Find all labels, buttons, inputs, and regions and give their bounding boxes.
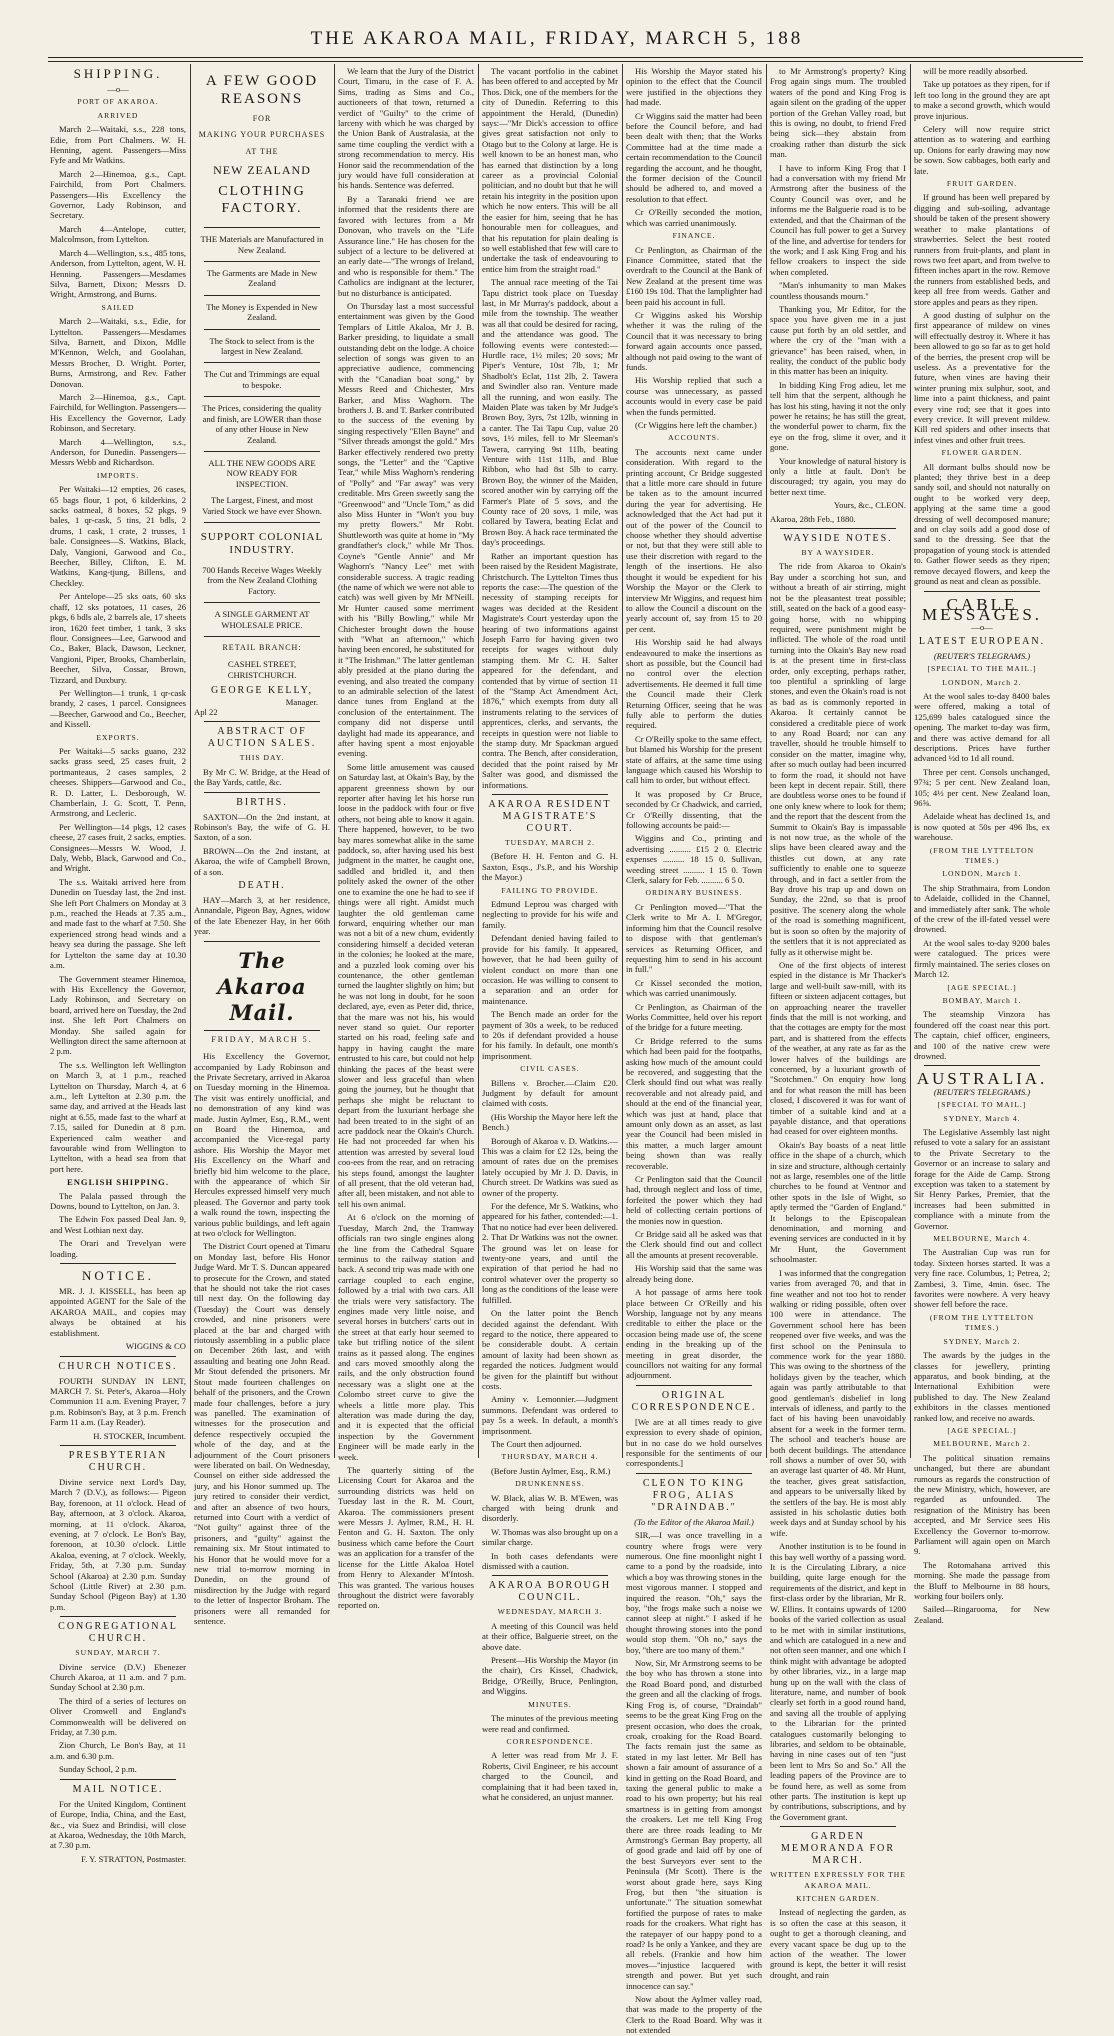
paragraph: Cr Penlington, as Chairman of the Finance Committee, stated that the overdraft to the Council at the Bank of New Zealand at the present time was £160 19s 10d. That the lamplighter had been paid his account in full. — [626, 244, 762, 307]
paragraph: At 6 o'clock on the morning of Tuesday, March 2nd, the Tramway officials ran two single engines along the line from the Cathedral Square terminus to the railway station and back. A second trip was made with one carriage coupled to each engine, followed by a trial with two cars. All the trials were very satisfactory. The engines made very little noise, and several horses in butchers' carts out in the street at that early hour seemed to take but trifling notice of the silent trains as it passed along. The engines and cars moved smoothly along the rails, and the only obstruction found necessary was a slight one at the Colombo street curve to give the wheels a little more play. This alteration was made during the day, and it is expected that the official inspection by the Government Engineer will be made early in the week. — [338, 1212, 474, 1462]
paragraph: March 2—Hinemoa, g.s., Capt. Fairchild, from Port Chalmers. Passengers—His Excellency the Governor, Lady Robinson, and Secretary. — [50, 168, 186, 221]
ad-title: A FEW GOOD REASONS — [205, 73, 319, 107]
paragraph: Wiggins and Co., printing and advertising .......... £15 2 0. Electric expenses .......... 18 15 0. Sullivan, weeding street .......... 1 15 0. Town Clerk, salary for Feb. .......... 6 5 0. — [626, 833, 762, 886]
subheading: SYDNEY, March 2. — [943, 1336, 1021, 1346]
subheading: EXPORTS. — [96, 732, 140, 742]
paragraph: A good dusting of sulphur on the first appearance of mildew on vines will effectually destroy it. Where it has been allowed to go so far as to get hold of the berries, the present crop will be useless. As a preventative for the future, when vines are having their winter pruning mix sulphur, soot, and lime into a paint thickness, and paint every vine rod; see that it goes into every crevice. It will prevent mildew. Kill red spiders and other insects that infest vines and other fruit trees. — [914, 309, 1050, 445]
ad-block — [194, 659, 330, 680]
paragraph: (His Worship the Mayor here left the Bench.) — [482, 1111, 618, 1133]
paragraph: (Before Justin Aylmer, Esq., R.M.) — [491, 1465, 611, 1476]
paragraph: The Australian Cup was run for today. Sixteen horses started. It was a very fine race. Columbus, 1; Petrea, 2; Zambesi, 3. Time, 4min. 6sec. The favorites were nowhere. A very heavy shower fell before the race. — [914, 1247, 1050, 1310]
signature: H. STOCKER, Incumbent. — [93, 1430, 186, 1441]
paragraph: Cr Wiggins asked his Worship whether it was the ruling of the Council that it was necessary to bring forward again accounts once passed, although not paid owing to the want of funds. — [626, 309, 762, 372]
ad-block — [194, 697, 330, 707]
paragraph: "Man's inhumanity to man Makes countless thousands mourn." — [770, 280, 906, 301]
section-rule — [204, 329, 320, 330]
paragraph: W. Black, alias W. B. M'Ewen, was charged with being drunk and disorderly. — [482, 1492, 618, 1524]
paragraph: The quarterly sitting of the Licensing Court for Akaroa and the surrounding districts was held on Tuesday last in the R. M. Court, Akaroa. The commissioners present were Messrs J. Aylmer, R.M., H. H. Fenton and G. H. Saxton. The only business which came before the Court was an application for a transfer of the license for the Little Akaloa Hotel from Henry to Alexander M'Intosh. This was granted. The various houses throughout the district were favorably reported on. — [338, 1465, 474, 1611]
paragraph: Take up potatoes as they ripen, for if left too long in the ground they are apt to make a second growth, which would prove injurious. — [914, 79, 1050, 121]
ad-manager-title: Manager. — [285, 696, 318, 707]
paragraph: The s.s. Waitaki arrived here from Dunedin on Tuesday last, the 2nd inst. She left Port Chalmers on Monday at 3 p.m., reached the Heads at 7.35 a.m., and made fast to the wharf at 7.50. She experienced strong head winds and a heavy sea during the passage. She left for Lyttelton the same day at 10.30 a.m. — [50, 876, 186, 971]
subheading: ORDINARY BUSINESS. — [645, 888, 743, 898]
paragraph: In both cases defendants were dismissed with a caution. — [482, 1550, 618, 1572]
column-2 — [194, 66, 330, 1627]
subheading: SAILED — [101, 302, 135, 312]
paragraph: The awards by the judges in the classes for jewellery, printing apparatus, and book binding, at the International Exhibition were published to day. The New Zealand exhibitors in the classes mentioned ranked low, and receive no awards. — [914, 1350, 1050, 1423]
paragraph: Per Waitaki—12 empties, 26 cases, 65 bags flour, 1 pot, 6 kilderkins, 2 sacks oatmeal, 8 boxes, 52 pkgs, 9 bales, 1 qr-cask, 5 tins, 21 bdls, 2 drums, 1 cask, 1 crate, 2 trusses, 1 bale. Consignees—S. Watkins, Black, Daly, Vangioni, Garwood and Co., Beecher, Billey, Clifton, E. M. Watkins, Kang-tjung, Billens, and Checkley. — [50, 484, 186, 588]
paragraph: The political situation remains unchanged, but there are abundant rumours as regards the construction of the new Ministry, which, however, are regarded as unfounded. The resignation of the Ministry has been accepted, and Mr Service sees His Excellency the Governor to-morrow. Parliament will again open on March 9. — [914, 1452, 1050, 1557]
ad-block — [194, 268, 330, 289]
ad-line: The Stock to select from is the largest in New Zealand. — [209, 335, 315, 357]
paragraph: Cr Penlington said that the Council had, through neglect and loss of time, forfeited the power which they had held of collecting certain portions of the monies now in question. — [626, 1174, 762, 1226]
section-rule — [492, 794, 608, 795]
paragraph: The Rotomahana arrived this morning. She made the passage from the Bluff to Melbourne in 88 hours, working four boilers only. — [914, 1559, 1050, 1602]
paragraph: FOURTH SUNDAY IN LENT, MARCH 7. St. Peter's, Akaroa—Holy Communion 11 a.m. Evening Prayer, 7 p.m. Robinson's Bay, at 3 p.m. French Farm 11 a.m. (Lay Reader). — [50, 1375, 186, 1428]
paragraph: At the wool sales to-day 9200 bales were catalogued. The prices were firmly maintained. The series closes on March 12. — [914, 937, 1050, 980]
column-rule — [622, 64, 623, 1458]
section-rule — [204, 451, 320, 452]
ad-block — [194, 531, 330, 557]
paragraph: The Legislative Assembly last night refused to vote a salary for an assistant to the Private Secretary to the Governor or an increase to salary and forage for the Aide de Camp. Strong exception was taken to a statement by Sir Henry Parkes, Premier, that the increases had been submitted in compliance with a minute from the Governor. — [914, 1126, 1050, 1231]
subheading: IMPORTS. — [96, 470, 140, 480]
subheading: CIVIL CASES. — [520, 1064, 580, 1074]
dateline-text: Apl 22 — [194, 707, 218, 717]
masthead-rule — [48, 57, 1083, 58]
subheading: LONDON, March 1. — [942, 869, 1022, 879]
ad-line: The Money is Expended in New Zealand. — [206, 301, 318, 323]
masthead: THE AKAROA MAIL, FRIDAY, MARCH 5, 188 — [310, 28, 804, 49]
ad-line: ALL THE NEW GOODS ARE NOW READY FOR INSPECTION. — [208, 457, 316, 489]
paragraph: BROWN—On the 2nd instant, at Akaroa, the wife of Campbell Brown, of a son. — [194, 845, 330, 877]
ad-line: The Garments are Made in New Zealand — [206, 268, 318, 289]
paragraph: [We are at all times ready to give expression to every shade of opinion, but in no case do we hold ourselves responsible for the sentiments of our correspondents.] — [626, 1416, 762, 1469]
paragraph: I have to inform King Frog that I had a conversation with my friend Mr Armstrong after the business of the County Council was over, and he informs me the Balguerie road is to be extended, and that the Chairman of the Council has full power to get a Survey of the line, and advertise for tenders for the work; and I ask King Frog and his fellow croakers to inspect the side when completed. — [770, 162, 907, 277]
paragraph: The ride from Akaroa to Okain's Bay under a scorching hot sun, and without a breath of air stirring, might not be the pleasantest treat possible; still, seated on the back of a good easy-going horse, with no whipping required, were punishment might be inflicted. The whole of the road until turning into the Okain's Bay new road is at the present time in first-class order, only excepting, perhaps rather, too plentiful a sprinkling of large stones, and even the Okain's road is not as bad as is commonly reported in Akaroa. It certainly cannot be considered a creditable piece of work to any Road Board; nor can any traveller, should he trouble himself to consider on the matter, imagine why, after so much outlay had been incurred to form the road, it should not have been kept in decent repair. Still, there are doubtless worse ones to be found if one only knew where to look for them; and the report that the descent from the Summit to Okain's Bay is impassable is not now true, as the whole of the slips have been cleared away and the thistles cut down, at any rate sufficiently to enable one to squeeze through, and in fact a settler from the Bay drove his trap up and down on Sunday, the 22nd, so that is proof positive. The scenery along the whole of the road is something magnificent, but is soon so often by the majority of the settlers that it is not appreciated as fully as it otherwise might be. — [770, 561, 906, 957]
section-rule — [204, 792, 320, 793]
paragraph: Rather an important question has been raised by the Resident Magistrate, Christchurch. The Lyttelton Times thus reports the case:—The question of the necessity of stamping receipts for wages was decided at the Resident Magistrate's Court yesterday upon the hearing of two informations against Joseph Farro for having given two receipts for wages without duly stamping them. Mr C. H. Salter appeared for the defendant, and contended that by virtue of section 11 of the "Stamp Act Amendment Act, 1876," which exempts from duty all instruments relating to the services of apprentices, clerks, and servants, the receipts in question were not liable to the stamp duty. Mr Spackman argued contra. The Bench, after consideration, decided that the point raised by Mr Salter was good, and dismissed the informations. — [482, 550, 618, 790]
ad-manager-name: GEORGE KELLY, — [210, 685, 314, 697]
subheading: TUESDAY, MARCH 2. — [505, 838, 595, 848]
heading: AKAROA RESIDENT MAGISTRATE'S COURT. — [488, 799, 612, 835]
paragraph: HAY—March 3, at her residence, Annandale, Pigeon Bay, Agnes, widow of the late Ebenezer Hay, in her 66th year. — [194, 895, 330, 937]
section-rule — [924, 1065, 1040, 1066]
paragraph: Present—His Worship the Mayor (in the chair), Crs Kissel, Chadwick, Bridge, O'Reilly, Bruce, Penlington, and Wiggins. — [482, 1655, 618, 1697]
paragraph: The accounts next came under consideration. With regard to the printing account, Cr Bridge suggested that a little more care should in future be taken as to the amount incurred during the year for advertising. He acknowledged that the Act had put it out of the power of the Council to choose whether they should advertise or not, but that they were still able to use their discretion with regard to the length of the insertions. He also thought it would be expedient for his Worship the Mayor or the Clerk to interview Mr Wiggins, and request him to allow the Council a discount on the yearly account of, say from 15 to 20 per cent. — [626, 446, 762, 634]
subheading: DRUNKENNESS. — [515, 1479, 585, 1489]
paragraph: The annual race meeting of the Tai Tapu district took place on Tuesday last, in Mr Murray's paddock, about a mile from the township. The weather was all that could be desired for racing, and the attendance was good. The following events were contested:—Hurdle race, 1½ miles; 20 sovs; Mr Piper's Venture, 10st 7lb, 1; Mr Shadbolt's Eclat, 11st 2lb, 2. Tawera and Swindler also ran. Venture made all the running, and won easily. The Maiden Plate was taken by Mr Judge's Brown Boy, 3yrs, 7st 12lb, winning in a canter. The Tai Tapu Cup, value 20 sovs, 1½ miles, fell to Mr Sleeman's Tawera, carrying 9st 11lb, beating Venture with 11st 11lb, and Blue Ribbon, who had 8st 5lb to carry. Brown Boy, the winner of the Maiden, scored another win by carrying off the Farmer's Plate of 5 sovs, and the County race of 20 sovs, 1 mile, was collared by Tawera, beating Eclat and Brown Boy. A hack race terminated the day's proceedings. — [482, 277, 618, 548]
section-rule — [204, 522, 320, 523]
paragraph: Cr O'Reilly spoke to the same effect, but blamed his Worship for the present state of affairs, at the same time using language which caused his Worship to call him to order, but without effect. — [626, 733, 762, 786]
section-rule — [204, 261, 320, 262]
subheading: [AGE SPECIAL.] — [947, 1425, 1017, 1435]
subheading: (FROM THE LYTTELTON TIMES.) — [929, 1312, 1035, 1333]
ad-line: The Prices, considering the quality and finish, are LOWER than those of any other House in New Zealand. — [202, 403, 322, 445]
ad-line: A SINGLE GARMENT AT WHOLESALE PRICE. — [214, 609, 310, 630]
paragraph: The Orari and Trevelyan were loading. — [50, 1238, 186, 1259]
subheading: BOMBAY, March 1. — [942, 995, 1022, 1005]
subheading: [SPECIAL TO THE MAIL.] — [927, 664, 1037, 674]
section-rule — [204, 295, 320, 296]
paragraph: SAXTON—On the 2nd instant, at Robinson's Bay, the wife of G. H. Saxton, of a son. — [194, 811, 330, 843]
paragraph: will be more readily absorbed. — [923, 66, 1028, 76]
section-rule — [60, 1356, 176, 1357]
section-rule — [60, 1616, 176, 1617]
paragraph: SIR,—I was once travelling in a country where frogs were very numerous. One fine moonlight night I came to a pond by the roadside, into which a boy was throwing stones in the most vigorous manner. I stopped and inquired the reason. "Oh," says the boy, "the frogs make such a noise we cannot sleep at night." I asked if he thought throwing stones into the pond would stop them. "Oh no," says the boy, "there are too many of them." — [626, 1530, 762, 1655]
paragraph: If ground has been well prepared by digging and sub-soiling, advantage should be taken of the present showery weather to make plantations of strawberries. Select the best rooted runners from fruit-plants, and plant in rows two feet apart, and from twelve to fifteen inches apart in the row. Remove the runners from established beds, and keep all free from weeds. Gather and store apples and pears as they ripen. — [914, 192, 1050, 307]
ad-block — [194, 609, 330, 630]
heading: PRESBYTERIAN CHURCH. — [68, 1449, 168, 1473]
paragraph: Per Wellington—1 trunk, 1 qr-cask brandy, 2 cases, 1 parcel. Consignees—Beecher, Garwood and Co., Beecher, and Kissell. — [50, 687, 186, 730]
ad-block — [194, 565, 330, 596]
paragraph: A hot passage of arms here took place between Cr O'Reilly and his Worship, language not by any means creditable to either the place or the occasion being made use of, the scene ending in the breaking up of the meeting in great disorder, the councillors not waiting for any formal adjournment. — [626, 1287, 762, 1381]
subheading: LONDON, March 2. — [942, 677, 1022, 687]
ad-block — [194, 234, 330, 255]
section-rule — [60, 1445, 176, 1446]
paragraph: Defendant denied having failed to provide for his family. It appeared, however, that he had been guilty of violent conduct on more than one occasion. He was willing to consent to a separation and an order for maintenance. — [482, 933, 618, 1006]
paragraph: (Cr Wiggins here left the chamber.) — [635, 420, 757, 430]
signature: Yours, &c., CLEON. — [833, 500, 906, 511]
paragraph: Adelaide wheat has declined 1s, and is now quoted at 50s per 496 lbs, ex warehouse. — [914, 811, 1050, 843]
section-title: CABLE MESSAGES. — [921, 594, 1043, 624]
signature: F. Y. STRATTON, Postmaster. — [81, 1853, 186, 1864]
paragraph: March 4—Wellington, s.s., Anderson, for Dunedin. Passengers—Messrs Webb and Richardson. — [50, 436, 186, 468]
column-5 — [626, 66, 762, 2036]
ad-line: THE Materials are Manufactured in New Zealand. — [200, 234, 324, 255]
paragraph: Celery will now require strict attention as to watering and earthing up. Onions for early drawing may now be sown. Sow cabbages, both early and late. — [914, 124, 1050, 176]
column-rule — [190, 64, 191, 1458]
ad-line: The Cut and Trimmings are equal to bespoke. — [204, 369, 320, 390]
subheading: (FROM THE LYTTELTON TIMES.) — [929, 845, 1035, 866]
ad-block — [194, 403, 330, 445]
section-rule — [60, 1779, 176, 1780]
column-1 — [50, 66, 186, 1864]
subheading: FINANCE. — [672, 231, 716, 241]
ad-block — [194, 114, 330, 124]
paragraph: Cr Bridge referred to the sums which had been paid for the footpaths, asking how much of the amount could be recovered, and suggesting that the Clerk should find out what was really recoverable and not already paid, and should at the end of the financial year, which was just at hand, place that amount only down as an asset, as last year the Council had been misled in this matter, a much larger amount being shown than was really recoverable. — [626, 1035, 762, 1171]
paragraph: Cr Wiggins said the matter had been before the Council before, and had been dealt with then; that the Works Committee had at the time made a certain recommendation to the Council regarding the account, and he thought, the former decision of the Council should be adhered to, and moved a resolution to that effect. — [626, 110, 762, 204]
column-6 — [770, 66, 907, 1980]
subheading: (REUTER'S TELEGRAMS.) — [933, 650, 1031, 661]
section-rule — [636, 1385, 752, 1386]
ad-title: NEW ZEALAND — [213, 163, 311, 178]
subheading: MELBOURNE, March 4. — [933, 1234, 1031, 1244]
subheading: [SPECIAL TO MAIL.] — [937, 1100, 1027, 1110]
section-rule — [204, 396, 320, 397]
paragraph: Zion Church, Le Bon's Bay, at 11 a.m. and 6.30 p.m. — [50, 1740, 186, 1761]
heading: LATEST EUROPEAN. — [918, 635, 1046, 647]
paragraph: The steamship Vinzora has foundered off the coast near this port. The captain, chief officer, engineers, and 100 of the native crew were drowned. — [914, 1009, 1050, 1061]
heading: AKAROA BOROUGH COUNCIL. — [488, 1580, 612, 1604]
dateline: FRIDAY, MARCH 5. — [211, 1034, 313, 1044]
paragraph: By Mr C. W. Bridge, at the Head of the Bay Yards, cattle, &c. — [194, 766, 330, 788]
paragraph: Divine service next Lord's Day, March 7 (D.V.), as follows:— Pigeon Bay, forenoon, at 11 o'clock. Head of Bay, afternoon, at 3 o'clock. Akaroa, morning, at 11 o'clock. Akaroa, evening, at 7 o'clock. Le Bon's Bay, forenoon, at 10.30 o'clock. Little Akaloa, evening, at 7 o'clock. Weekly, Friday, 5th, at 7.30 p.m. Sunday School (Akaroa) at 2.30 p.m. Sunday School (Little River) at 2.30 p.m. Sunday School (Pigeon Bay) at 1.30 p.m. — [50, 1476, 186, 1612]
paragraph: His Worship the Mayor stated his opinion to the effect that the Council were justified in the objections they had made. — [626, 66, 762, 108]
paragraph: All dormant bulbs should now be planted; they thrive best in a deep sandy soil, and should not naturally on ought to be worked very deep, applying at the same time a good dressing of well decomposed manure; and on clay soils add a good dose of sand to the dressing. See that the propagation of young stock is attended to. Gather flower seeds as they ripen; remove decayed flowers, and keep the ground as neat and clean as possible. — [914, 461, 1050, 587]
paragraph: The vacant portfolio in the cabinet has been offered to and accepted by Mr Thos. Dick, one of the members for the city of Dunedin. Referring to this appointment the Herald, (Dunedin) says:—"Mr Dick's accession to office gives great satisfaction not only to Otago but to the Colony at large. He is well known to be an honest man, who has earned that distinction by a long career as a provincial Colonial politician, and no doubt but that he will retain his integrity in the position upon which he now enters. This will be all the easier for him, seeing that he has honourable men for colleagues, and that his reputation for plain dealing is so well established that few will care to undertake the task of endeavouring to entice him from the straight road." — [482, 66, 618, 274]
subheading: FAILING TO PROVIDE. — [501, 885, 599, 895]
ad-block — [194, 369, 330, 390]
paragraph: The third of a series of lectures on Oliver Cromwell and England's Commonwealth will be delivered on Friday, at 7.30 p.m. — [50, 1695, 186, 1738]
ad-line: 700 Hands Receive Wages Weekly from the New Zealand Clothing Factory. — [202, 564, 322, 596]
heading: SHIPPING. — [73, 66, 163, 81]
paragraph: Divine service (D.V.) Ebenezer Church Akaroa, at 11 a.m. and 7 p.m. Sunday School at 2.30 p.m. — [50, 1661, 186, 1693]
paragraph: The Bench made an order for the payment of 30s a week, to be reduced to 20s if defendant provided a house for his family. In default, one month's imprisonment. — [482, 1009, 618, 1061]
paragraph: March 2—Waitaki, s.s., 228 tons, Edie, from Port Chalmers. W. H. Henning, agent. Passengers—Miss Fyfe and Mr Watkins. — [50, 124, 186, 166]
section-rule — [204, 227, 320, 228]
subheading: WEDNESDAY, MARCH 3. — [497, 1607, 603, 1617]
paragraph: Cr Kissel seconded the motion, which was carried unanimously. — [626, 977, 762, 999]
paragraph: March 2—Hinemoa, g.s., Capt. Fairchild, for Wellington. Passengers—His Excellency the Governor, Lady Robinson, and Secretary. — [50, 391, 186, 434]
paragraph: Instead of neglecting the garden, as is so often the case at this season, it ought to get a thorough cleaning, and every vacant space be dug up to the action of the weather. The lower ground is kept, the better it will resist drought, and rain — [770, 1907, 906, 1980]
paragraph: For the United Kingdom, Continent of Europe, India, China, and the East, &c., via Suez and Brindisi, will close at Akaroa, Wednesday, the 10th March, at 7.30 p.m. — [50, 1798, 186, 1851]
paragraph: It was proposed by Cr Bruce, seconded by Cr Chadwick, and carried, Cr O'Reilly dissenting, that the following accounts be paid:— — [626, 788, 762, 831]
paragraph: The Palala passed through the Downs, bound to Lyttelton, on Jan. 3. — [50, 1190, 186, 1212]
paragraph: W. Thomas was also brought up on a similar charge. — [482, 1526, 618, 1548]
heading: ABSTRACT OF AUCTION SALES. — [207, 726, 317, 750]
ad-block — [194, 495, 330, 516]
heading: ENGLISH SHIPPING. — [66, 1177, 169, 1188]
paragraph: Okain's Bay boasts of a neat little office in the shape of a church, which in size and structure, although certainly not as large, resembles one of the little churches to be found at Ventnor and other spots in the Isle of Wight, so aptly termed the "Garden of England." It belongs to the Episcopalean denomination, and morning and evening services are conducted in it by Mr Hunt, the Government schoolmaster. — [770, 1139, 906, 1265]
ad-block — [194, 458, 330, 489]
heading: ORIGINAL CORRESPONDENCE. — [631, 1389, 757, 1413]
ad-block — [194, 643, 330, 653]
paragraph: On the latter point the Bench decided against the defendant. With regard to the notice, there appeared to be considerable doubt. A certain amount of laxity had been shown as regarded the notices. Judgment would be given for the plaintiff but without costs. — [482, 1308, 618, 1391]
paragraph: Per Waitaki—5 sacks guano, 232 sacks grass seed, 25 cases fruit, 2 portmanteaus, 2 cases samples, 2 cheeses. Shippers—Garwood and Co., R. D. Latter, L. Desborough, W. Chamberlain, J. G. Scott, T. Penn, Armstrong, and Lecleric. — [50, 745, 186, 819]
subheading: KITCHEN GARDEN. — [796, 1894, 880, 1904]
paragraph: Cr Bridge said all he asked was that the Clerk should find out and collect all the amounts at present recoverable. — [626, 1229, 762, 1260]
section-rule — [636, 1473, 752, 1474]
subheading: WRITTEN EXPRESSLY FOR THE AKAROA MAIL. — [770, 1870, 906, 1890]
paragraph: Sailed—Ringarooma, for New Zealand. — [914, 1604, 1050, 1625]
paragraph: to Mr Armstrong's property? King Frog again sings mum. The troubled waters of the pond and King Frog is again silent on the grading of the upper portion of the Grehan Valley road, but this is owing, no doubt, to friend Fred being sick—they abstain from croaking rather than disturb the sick man. — [770, 66, 906, 160]
newspaper-flag: The Akaroa Mail. — [217, 947, 307, 1025]
ad-line: The Largest, Finest, and most Varied Stock we have ever Shown. — [202, 495, 322, 516]
paragraph: Cr Penlington, as Chairman of the Works Committee, held over his report of the bridge for a future meeting. — [626, 1001, 762, 1033]
ad-text: FOR — [252, 114, 272, 123]
heading: CHURCH NOTICES. — [58, 1360, 178, 1372]
paragraph: Three per cent. Consols unchanged, 97¾; 5 per cent. New Zealand loan, 105; 4½ per cent. New Zealand loan, 96⅝. — [914, 766, 1050, 808]
column-rule — [334, 64, 335, 1458]
ad-line: CASHEL STREET, CHRISTCHURCH. — [227, 659, 297, 680]
paragraph: March 4—Antelope, cutter, Malcolmson, from Lyttelton. — [50, 223, 186, 245]
paragraph: The District Court opened at Timaru on Monday last, before His Honor Judge Ward. Mr T. S. Duncan appeared to prosecute for the Crown, and stated that he should not take the riot cases till next day. On the following day (Tuesday) the Court was densely crowded, and nine prisoners were placed at the bar and charged with riotously assembling in a public place on December 26th last, and with assaulting and beating one John Read. Mr Stout defended the prisoners. Mr Stout made fourteen challenges on behalf of the prisoners, and the Crown made four challenges, before a jury was panelled. The examination of witnesses for the prosecution and defence respectively occupied the whole of the day, and at the adjournment of the Court prisoners were liberated on bail. On Wednesday, Counsel on either side addressed the jury, and his Honor summed up. The jury retired to consider their verdict, and after an absence of two hours, returned into Court with a verdict of "Not guilty" against three of the prisoners, and "guilty" against the remaining six. Mr Stout intimated to his Honor that he would move for a new trial to-morrow morning in Dunedin, on the ground of misdirection by the Judge with regard to the letter of Inspector Broham. The prisoners were all remanded for sentence. — [194, 1241, 330, 1627]
paragraph: Now about the Aylmer valley road, that was made to the property of the Clerk to the Road Board. Why was it not extended — [626, 1994, 762, 2036]
paragraph: Now, Sir, Mr Armstrong seems to be the boy who has thrown a stone into the Road Board pond, and disturbed the green and all the clacking of frogs. King Frog is, of course, "Draindab" seems to be the great King Frog on the present occasion, who does the croak, croak, croaking for the Road Board. The facts remain just the same as stated in my last letter. Mr Bell has shown a fair amount of assurance of a kind in getting on the Road Board, and taxing the general public to make a road to his own property; but his real smartness is in getting from amongst the croakers. Let me tell King Frog there are three roads leading to Mr Armstrong's German Bay property, all of good grade and laid off by one of the best Surveyors ever sent to the Peninsula (Mr Scott). There is the worst about grade here, says King Frog, but then "the situation is unfortunate." The situation somewhat fortified the purpose of rates to make roads for the croakers. What right has the ratepayer of our happy pond to a road? Is he only a Yankee, and they are all rebels. (Frankie and how him moves—"injustice lacquered with strength and power. But yet such innocence can say." — [626, 1658, 762, 1991]
subheading: THURSDAY, MARCH 4. — [501, 1452, 599, 1462]
paragraph: His Worship replied that such a course was unnecessary, as passed accounts would in every case be paid when the funds permitted. — [626, 375, 762, 417]
ad-block — [194, 336, 330, 357]
paragraph: Per Wellington—14 pkgs, 12 cases cheese, 27 cases fruit, 2 sacks, empties. Consignees—Messrs W. Wood, J. Daly, Webb, Black, Garwood and Co., and Wright. — [50, 821, 186, 874]
paragraph: By a Taranaki friend we are informed that the residents there are favored with lectures from a Mr Donovan, who travels on the "Life Assurance line." He has chosen for the subject of a lecture to be delivered at an early date—"The wrongs of Ireland, and who is responsible for them." The Catholics are indignant at the lecturer, but no disturbance is anticipated. — [338, 193, 474, 298]
paragraph: March 4—Wellington, s.s., 485 tons, Anderson, from Lyttelton, agent, W. H. Henning. Passengers—Mesdames Silva, Barnett, Dixon; Messrs D. Wright, Armstrong, and Burns. — [50, 247, 186, 300]
paragraph: His Excellency the Governor, accompanied by Lady Robinson and the Private Secretary, arrived in Akaroa on Tuesday morning in the Hinemoa. The visit was entirely unofficial, and no demonstration of any kind was made. Justin Aylmer, Esq., R.M., went on Board the Hinemoa, and accompanied the Vice-regal party ashore. His Worship the Mayor met His Excellency on the Wharf and briefly bid him welcome to the place, with the appearance of which Sir Hercules expressed himself very much pleased. The Governor and party took a walk round the town, inspecting the various public buildings, and left again at two o'clock for Wellington. — [194, 1051, 330, 1238]
section-rule — [204, 602, 320, 603]
paragraph: The minutes of the previous meeting were read and confirmed. — [482, 1713, 618, 1734]
subheading: [AGE SPECIAL.] — [947, 982, 1017, 992]
paragraph: Per Antelope—25 sks oats, 60 sks chaff, 12 sks potatoes, 11 cases, 26 pkgs, 6 bdls ale, 2 barrels ale, 17 sheets iron, 1620 feet timber, 1 tank, 3 sks flour. Consignees—Lee, Garwood and Co., Baker, Black, Dawson, Leckner, Vangioni, Piper, Brooks, Chamberlain, Beecher, Silva, Cossar, Brown, Tizzard, and Duxbury. — [50, 591, 186, 685]
subheading: ACCOUNTS. — [668, 433, 720, 443]
paragraph: The Government steamer Hinemoa, with His Excellency the Governor, Lady Robinson, and Secretary on board, arrived here on Tuesday, the 2nd inst. She left Port Chalmers on Monday. She sailed again for Wellington direct the same afternoon at 2 p.m. — [50, 973, 186, 1057]
paragraph: His Worship said that the same was already being done. — [626, 1263, 762, 1284]
column-3 — [338, 66, 475, 1611]
section-rule — [204, 362, 320, 363]
section-rule — [60, 1263, 176, 1264]
paragraph: Your knowledge of natural history is only a little at fault. Don't be discouraged; try again, you may do better next time. — [770, 455, 906, 497]
paragraph: His Worship said he had always endeavoured to make the insertions as short as possible, but the Council had no control over the election advertisements. He deemed it full time the Council made their Clerk Returning Officer, seeing that he was fully able to perform the duties required. — [626, 637, 762, 731]
paragraph: Cr Penlington moved—"That the Clerk write to Mr A. I. M'Gregor, informing him that the Council resolve to dispose with that gentleman's services as Returning Officer, and requesting him to send in his account in full." — [626, 901, 762, 975]
paragraph: Another institution is to be found in this bay well worthy of a passing word. It is the Circulating Library, a nice building, quite large enough for the requirements of the district, and kept in first-class order by the librarian, Mr R. W. Ellins. It contains upwards of 1200 books of the varied collection as usual to be met with in similar institutions, and which are catalogued in a new and not often seen manner, and one which I think might with advantage be adopted by other libraries, viz., in a large map hung up on the wall with the class of literature, name, and number of book clearly set forth in a good round hand, and saving all the trouble of applying to the Librarian for the printed catalogues customarily belonging to libraries, and seldom to be obtainable, having in nine cases out of ten "just been lent to Mrs So and So." All the leading papers of the Province are to be found here, as well as some from other parts. The institution is kept up by contributions, subscriptions, and by the Government grant. — [770, 1541, 906, 1822]
signature: WIGGINS & CO — [125, 1341, 186, 1352]
paragraph: A meeting of this Council was held at their office, Balguerie street, on the above date. — [482, 1620, 618, 1652]
ad-block — [194, 183, 330, 217]
dateline-text: Akaroa, 28th Feb., 1880. — [770, 513, 856, 524]
subheading: THIS DAY. — [239, 753, 285, 763]
paragraph: Borough of Akaroa v. D. Watkins.—This was a claim for £2 12s, being the amount of rates due on the premises lately occupied by Mr J. D. Davis, in Church street. Dr Watkins was sued as owner of the property. — [482, 1135, 618, 1198]
heading: CLEON TO KING FROG, ALIAS "DRAINDAB." — [642, 1477, 746, 1513]
paragraph: One of the first objects of interest espied in the distance is Mr Thacker's large and well-built saw-mill, with its fifteen or sixteen adjacent cottages, but on approaching nearer the traveller finds that the mill is not working, and that the cottages are empty for the most part, and is shattered from the effects of the weather, at any rate as far as the lower halves of the buildings are concerned, by a luxuriant growth of "Scotchmen." On enquiry how long and for what reason the mill has been closed, I discovered it was for want of timber of a suitable kind and at a payable distance, and that operations had ceased for over eighteen months. — [770, 959, 906, 1137]
paragraph: Cr O'Reilly seconded the motion, which was carried unanimously. — [626, 207, 762, 228]
ad-block — [194, 147, 330, 157]
paragraph: The s.s. Wellington left Wellington on March 3, at 1 p.m., reached Lyttelton on Thursday, March 4, at 6 a.m., left Lyttelton at 2.30 p.m. the same day, and arrived at the Heads last night at 6.55, made fast to the wharf at 7.15, sailed for Dunedin at 8 p.m. Experienced calm weather and favourable wind from Wellington to Lyttelton, with a head sea from that port here. — [50, 1059, 186, 1174]
paragraph: Some little amusement was caused on Saturday last, at Okain's Bay, by the apparent greenness shown by our reporter after having let his horse run loose in the paddock with four or five others, not being able to know it again. There happened, however, to be two bay mares somewhat alike in the same paddock, so, after having used his best judgment in the matter, he caught one, saddled and bridled it, and then politely asked the owner of the other one to examine the one he had to see if things were all right. Amidst much laughter the old gentleman came forward, enquiring whether our man was not a bit of a new chum, evidently considering himself a decided veteran in the colonies; he looked at the mare, and a puzzled look coming over his countenance, the other gentleman turned the laughter slightly on him; but he was not long in doubt, for he soon declared, aye, even as Peter did, thrice, that the mare was not his, his would never stand so quiet. Our reporter started on his road, feeling safe and happy in having caught the mare entrusted to his care, but could not help thinking the paces of the beast were slower and less graceful than when going the journey, but he thought that perhaps she might be reluctant to depart from the luxuriant herbage she had been treated to in the sight of an acre paddock near the Okain's Church. He had not proceeded far when his attention was arrested by several loud coo-ees from the rear, and on retracing his steps found, amongst the laughter of all present, that the old veteran had, after all, been mistaken, and not able to tell his own animal. — [338, 761, 474, 1209]
paragraph: On Thursday last a most successful entertainment was given by the Good Templars of Little Akaloa, Mr J. B. Barker presiding, to liquidate a small outstanding debt on the lodge. A choice selection of songs was given to an appreciative audience, commencing with the "Canadian boat song," by Messrs Reed and Chichester, Mrs Barker, and Miss Waghorn. The brothers J. B. and T. Barker contributed to the success of the evening by singing respectively "Ellen Bayne" and "Silver threads amongst the gold." Mrs Barker effectively rendered two pretty songs, the "Letter" and the "Captive Tear," while Miss Waghorn's rendering of "Polly" and "Far away" was very creditable. Mrs Green sweetly sang the "Greenwood" and "Uncle Tom," as did also Miss Hunter in "Won't you buy my pretty flowers." Mr Robt. Shuttleworth was quite at home in "My grandfather's clock," while Mr Thos. Coyne's "Gentle Annie" and Mr Waghorn's "Nancy Lee" met with considerable success. A tragic reading (the name of which we were not able to catch) was well given by Mr M'Neill. Mr Hunter caused some merriment with his "Billy Bowling," while Mr Chichester brought down the house with "What an afternoon," which having been encored, he substituted for it "The Irishman." The latter gentleman ably presided at the piano during the evening, and also treated the company to an admirable selection of the latest dance tunes from England at the conclusion of the entertainment. The company did not disperse until daylight had made its appearance, and after having spent a most enjoyable evening. — [338, 300, 475, 759]
heading: DEATH. — [238, 880, 286, 892]
subheading: (REUTER'S TELEGRAMS.) — [933, 1086, 1031, 1097]
section-rule — [204, 721, 320, 722]
paragraph: Aminy v. Lemonnier.—Judgment summons. Defendant was ordered to pay 5s a week. In default, a month's imprisonment. — [482, 1394, 618, 1436]
section-title: AUSTRALIA. — [916, 1069, 1048, 1089]
ad-title: CLOTHING FACTORY. — [218, 184, 306, 217]
subheading: MELBOURNE, March 2. — [933, 1439, 1031, 1449]
subheading: SYDNEY, March 4. — [943, 1113, 1021, 1123]
paragraph: Thanking you, Mr Editor, for the space you have given me in a just cause put forth by an old settler, and where the cry of the "man with a grievance" has been raised, when, in reality, the conduct of the public body in this matter has been an iniquity. — [770, 303, 906, 377]
paragraph: Sunday School, 2 p.m. — [59, 1764, 137, 1775]
subheading: FRUIT GARDEN. — [946, 179, 1018, 189]
section-rule — [780, 528, 896, 529]
subheading: CORRESPONDENCE. — [506, 1736, 594, 1746]
paragraph: A letter was read from Mr J. F. Roberts, Civil Engineer, re his account charged to the Council, and complaining that it had been taxed in, what he considered, an unjust manner. — [482, 1750, 618, 1802]
ad-text: MAKING YOUR PURCHASES — [198, 130, 326, 140]
paragraph: I was informed that the congregation varies from averaged 70, and that in fine weather and not too hot to render walking or riding possible, often over 100 were in attendance. The Government school here has been reopened over five weeks, and was the first school on the Peninsula to commence work for the year 1880. This was owing to the shortness of the holidays given by the teacher, which again was partly attributable to that good gentleman's disbelief in long intervals of idleness, and partly to the fact of his having been unavoidably absent for a week in the former term. The school and teacher's house are both decent buildings. The attendance roll shows a number of over 50, with an average last quarter of 48. Mr Hunt, the teacher, gives great satisfaction, and appears to be universally liked by the settlers of the bay. He is most ably assisted in his scholastic duties both week days and at Sunday school by his wife. — [770, 1267, 906, 1538]
masthead-rule-2 — [48, 61, 1083, 62]
column-rule — [478, 64, 479, 1458]
column-rule — [910, 64, 911, 1458]
ad-text: AT THE — [245, 146, 279, 156]
paragraph: At the wool sales to-day 8400 bales were offered, making a total of 125,699 bales catalogued since the opening. The market to-day was firm, and there was active demand for all descriptions. Prices have further advanced ½d to 1d all round. — [914, 690, 1050, 764]
subheading: (To the Editor of the Akaroa Mail.) — [634, 1516, 754, 1527]
section-rule — [780, 1826, 896, 1827]
heading: WAYSIDE NOTES. — [783, 533, 893, 545]
column-7 — [914, 66, 1050, 1625]
subheading: ARRIVED — [97, 110, 139, 120]
paragraph: Edmund Leprou was charged with neglecting to provide for his wife and family. — [482, 899, 618, 930]
paragraph: March 2—Waitaki, s.s., Edie, for Lyttelton. Passengers—Mesdames Silva, Barnett, and Dixon, Mdlle M'Kennon, Welch, and Goolahan, Messrs Brocher, D. Wright. Porter, Burns, Armstrong, and Rev. Father Donovan. — [50, 316, 186, 389]
section-rule — [492, 1575, 608, 1576]
heading: MAIL NOTICE. — [72, 1783, 164, 1795]
subheading: PORT OF AKAROA. — [77, 97, 159, 107]
ornament: —o— — [971, 622, 993, 633]
ad-block — [194, 686, 330, 696]
ad-text: RETAIL BRANCH: — [222, 642, 302, 652]
heading: CONGREGATIONAL CHURCH. — [58, 1621, 178, 1645]
subheading: FLOWER GARDEN. — [941, 448, 1023, 458]
paragraph: Billens v. Brocher.—Claim £20. Judgment by default for amount claimed with costs. — [482, 1077, 618, 1109]
paragraph: The Court then adjourned. — [491, 1438, 582, 1449]
ad-block — [194, 72, 330, 108]
ad-block — [194, 130, 330, 140]
heading: NOTICE. — [82, 1268, 154, 1284]
heading: BIRTHS. — [236, 796, 288, 808]
ad-block — [194, 302, 330, 323]
paragraph: The ship Strathmaira, from London to Adelaide, collided in the Channel, and immediately after sank. The whole of the crew of the ill-fated vessel were drowned. — [914, 882, 1050, 935]
paragraph: (Before H. H. Fenton and G. H. Saxton, Esqs., J's.P., and his Worship the Mayor.) — [482, 851, 618, 883]
paragraph: We learn that the Jury of the District Court, Timaru, in the case of F. A. Sims, trading as Sims and Co., auctioneers of that town, returned a verdict of "Guilty" to the crime of larceny with which he was charged by the Union Bank of Australasia, at the same time coupling the verdict with a strong recommendation to mercy. His Honor said the recommendation of the jury would have full consideration at his hands. Sentence was deferred. — [338, 66, 474, 191]
ad-block — [194, 163, 330, 177]
paragraph: MR. J. J. KISSELL, has been ap appointed AGENT for the Sale of the AKAROA MAIL, and copies may always be obtained at his establishment. — [50, 1286, 186, 1338]
subheading: MINUTES. — [528, 1699, 572, 1709]
subheading: BY A WAYSIDER. — [801, 548, 875, 558]
heading: GARDEN MEMORANDA FOR MARCH. — [780, 1831, 896, 1867]
paragraph: For the defence, Mr S. Watkins, who appeared for his father, contended:—1. That no notice had ever been delivered. 2. That Dr Watkins was not the owner. The ground was let on lease for twenty-one years, and until the expiration of that period he had no control whatever over the property so long as the conditions of the lease were fulfilled. — [482, 1201, 618, 1305]
column-rule — [766, 64, 767, 1458]
column-4 — [482, 66, 618, 1802]
subheading: SUNDAY, MARCH 7. — [75, 1648, 161, 1658]
paragraph: The Edwin Fox passed Deal Jan. 9, and West Lothian next day. — [50, 1214, 186, 1235]
paragraph: In bidding King Frog adieu, let me tell him that the serpent, although he has lost his sting, having it not the only power he retains; he has still the great, the wonderful power to charm, fix the eye on the frog, slime it over, and it gone. — [770, 379, 906, 453]
ad-slogan: SUPPORT COLONIAL INDUSTRY. — [200, 530, 324, 556]
section-rule — [204, 941, 320, 942]
section-rule — [924, 591, 1040, 592]
section-rule — [204, 1030, 320, 1031]
section-rule — [204, 636, 320, 637]
ornament: —o— — [107, 84, 129, 94]
